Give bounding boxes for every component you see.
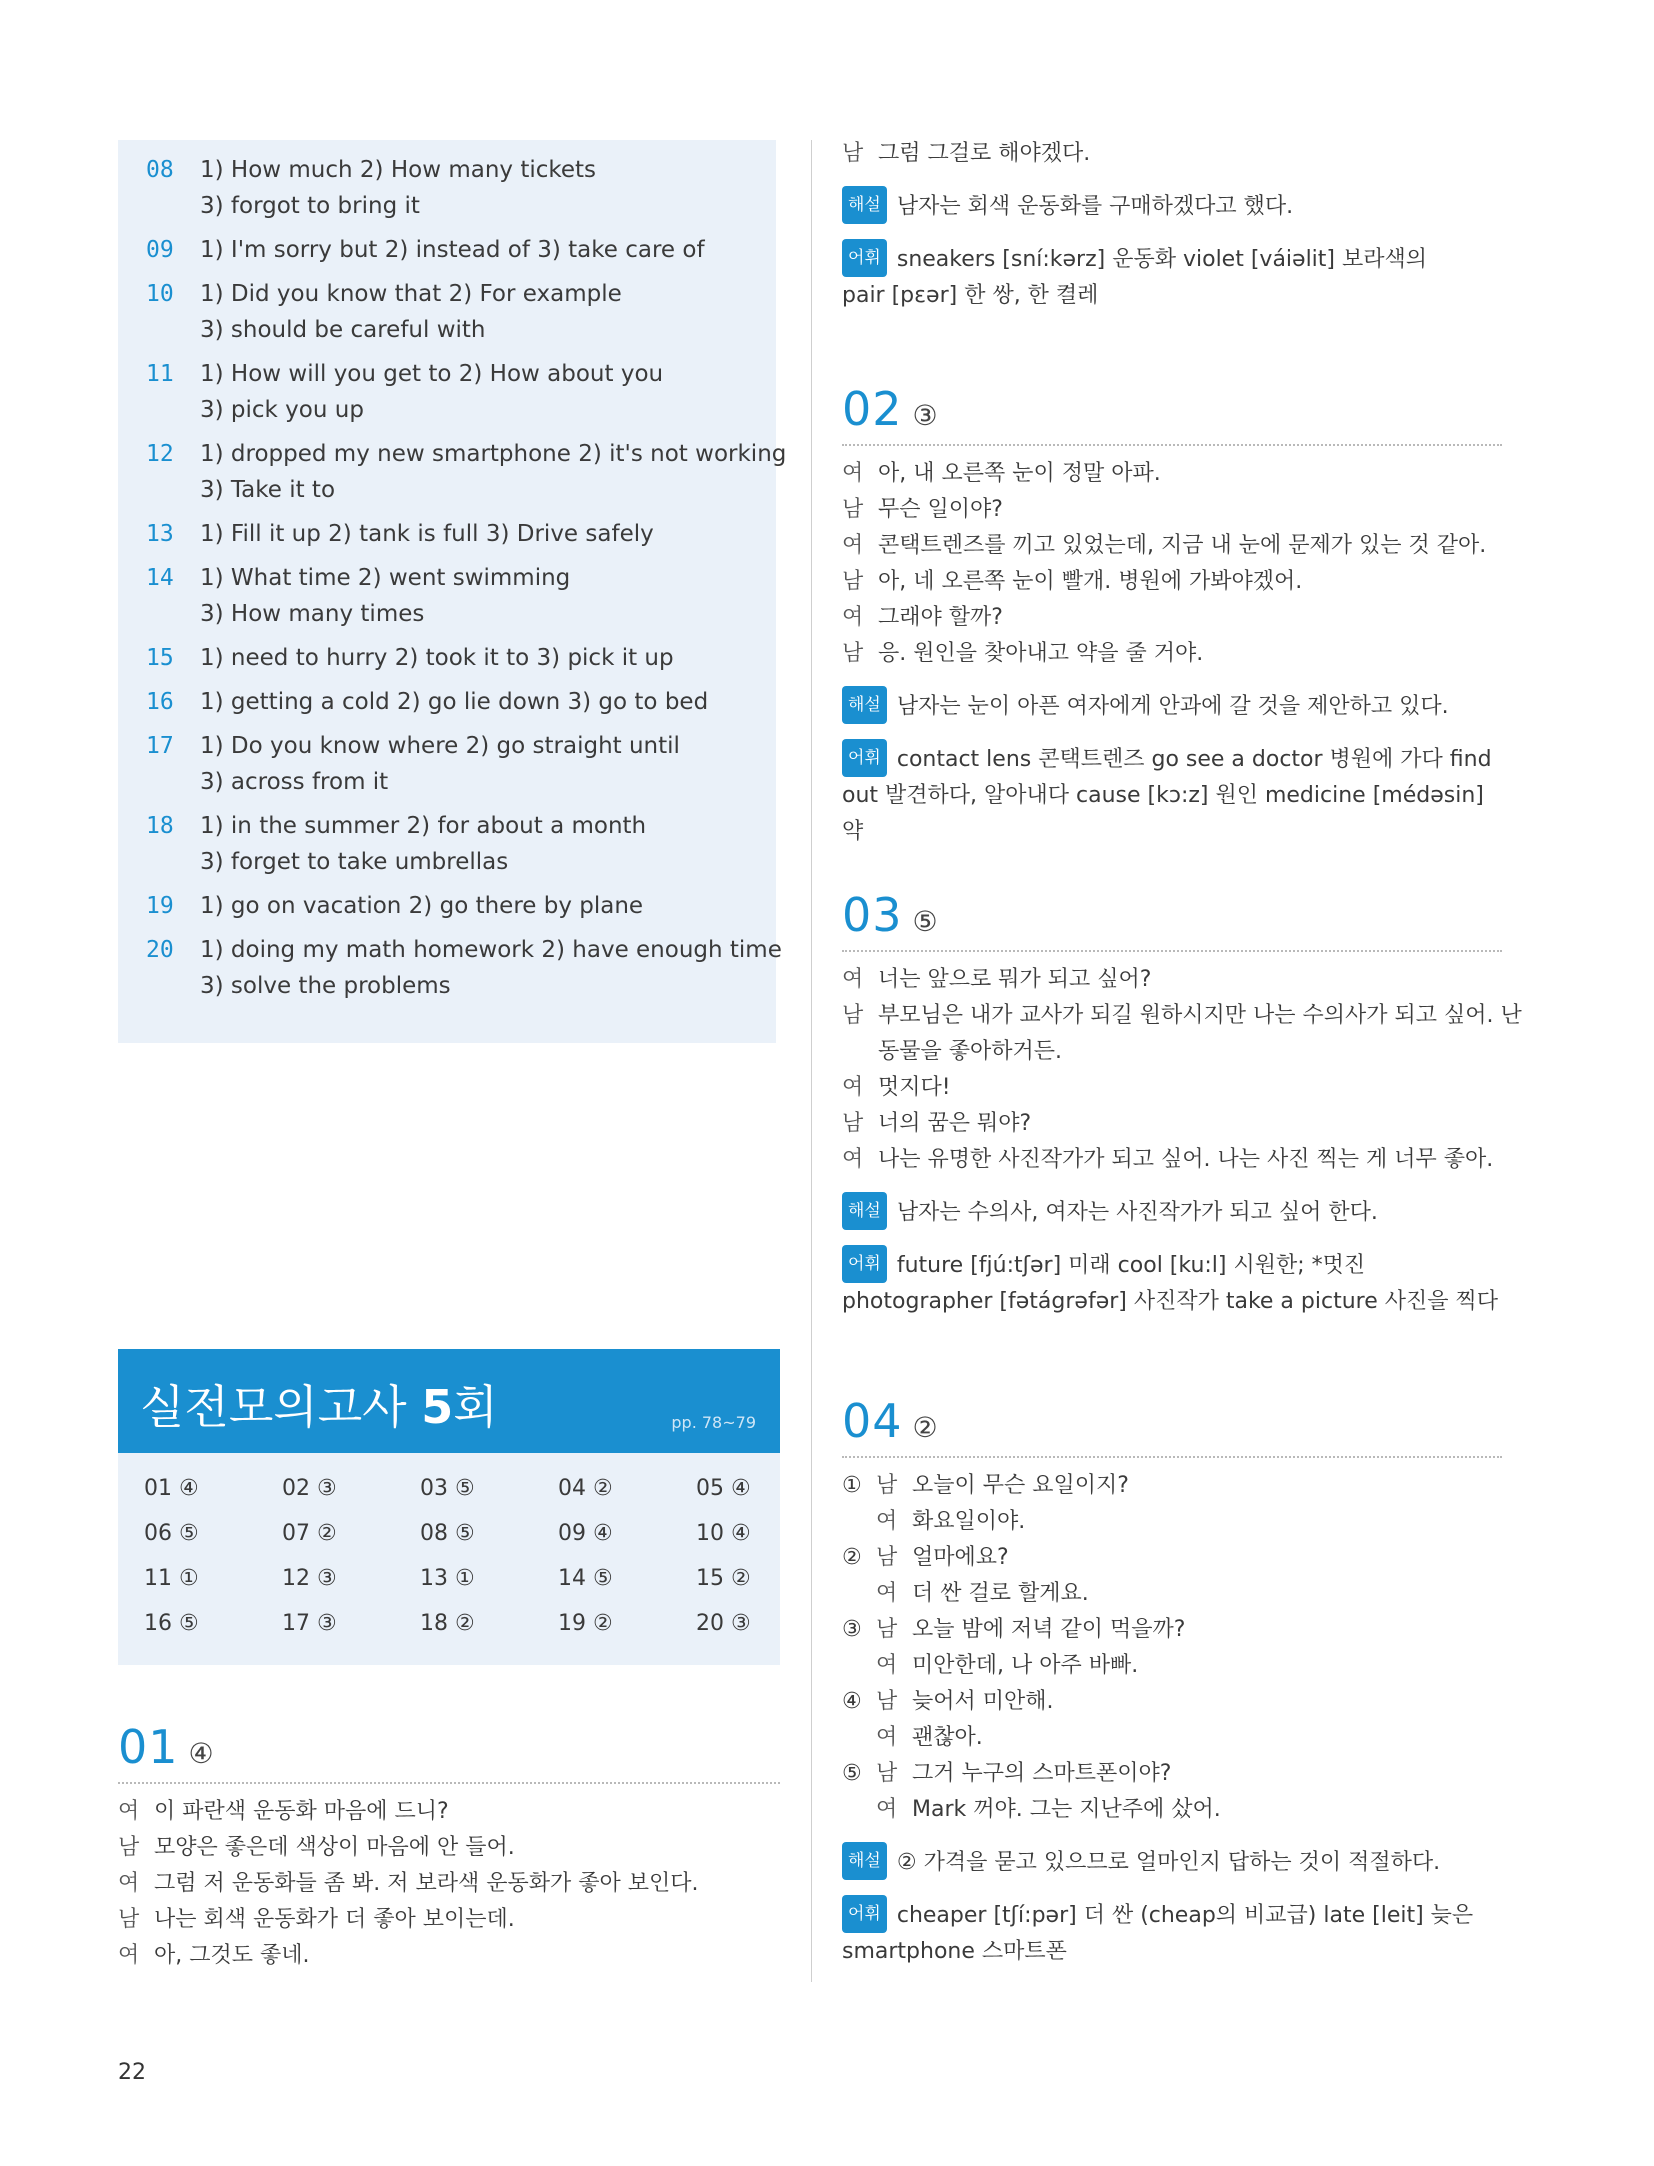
vocabulary: 어휘 cheaper [tʃí:pər] 더 싼 (cheap의 비교급) late [leit] 늦은 smartphone 스마트폰 — [842, 1895, 1502, 1970]
option-line — [842, 1576, 1502, 1612]
answer-line: 3) should be careful with — [200, 317, 486, 343]
dialogue-line — [118, 1902, 780, 1938]
speaker-label: 여 — [118, 1871, 140, 1896]
grid-answer: 14 ⑤ — [558, 1566, 613, 1591]
question-header — [842, 382, 1502, 436]
dialogue-text: 동물을 좋아하거든. — [878, 1039, 1063, 1064]
answer-number: 20 — [146, 937, 174, 963]
answer-line: 1) Do you know where 2) go straight until — [200, 733, 680, 759]
dialogue-text: Mark 꺼야. 그는 지난주에 샀어. — [912, 1797, 1221, 1822]
answer-item — [146, 888, 776, 924]
question-01 — [118, 1720, 780, 1974]
answer-item — [146, 436, 787, 508]
answer-line: 3) pick you up — [200, 397, 364, 423]
explain-badge: 해설 — [842, 1192, 887, 1230]
answer-number: 09 — [146, 237, 174, 263]
answer-number: 12 — [146, 441, 174, 467]
dialogue-text: 늦어서 미안해. — [912, 1689, 1054, 1714]
grid-answer: 07 ② — [282, 1521, 337, 1546]
answer-item — [146, 356, 776, 428]
answer-item — [146, 152, 776, 224]
answer-line: 3) How many times — [200, 601, 425, 627]
question-header — [842, 1394, 1502, 1448]
dialogue-text: 그럼 그걸로 해야겠다. — [878, 141, 1091, 166]
speaker-label: 남 — [842, 641, 864, 666]
question-number: 04 — [842, 1394, 903, 1448]
speaker-label: 여 — [842, 1147, 864, 1172]
speaker-label: 여 — [842, 605, 864, 630]
option-line — [842, 1468, 1502, 1504]
dialogue-text: 아, 내 오른쪽 눈이 정말 아파. — [878, 461, 1161, 486]
answer-line: 3) Take it to — [200, 477, 336, 503]
option-line — [842, 1540, 1502, 1576]
speaker-label: 남 — [842, 1003, 864, 1028]
option-line — [842, 1612, 1502, 1648]
grid-answer: 03 ⑤ — [420, 1476, 475, 1501]
dialogue-line — [842, 636, 1502, 672]
answer-grid-box — [118, 1453, 780, 1665]
speaker-label: 남 — [876, 1761, 898, 1786]
answer-lines — [200, 436, 786, 508]
test-pages: pp. 78~79 — [671, 1413, 756, 1432]
dialogue-line — [842, 564, 1502, 600]
speaker-label: 여 — [118, 1943, 140, 1968]
answer-number: 15 — [146, 645, 174, 671]
dialogue-text: 부모님은 내가 교사가 되길 원하시지만 나는 수의사가 되고 싶어. 난 — [878, 1003, 1522, 1028]
answer-item — [146, 516, 776, 552]
grid-answer: 17 ③ — [282, 1611, 337, 1636]
answer-line: 1) Fill it up 2) tank is full 3) Drive safely — [200, 521, 654, 547]
answer-line: 3) forgot to bring it — [200, 193, 420, 219]
explanation: 해설 남자는 회색 운동화를 구매하겠다고 했다. — [842, 186, 1502, 225]
question-number: 03 — [842, 888, 903, 942]
speaker-label: 여 — [876, 1581, 898, 1606]
explain-badge: 해설 — [842, 186, 887, 224]
option-line — [842, 1504, 1502, 1540]
question-04 — [842, 1394, 1502, 1970]
dialogue-line — [842, 456, 1502, 492]
dialogue-text: 나는 회색 운동화가 더 좋아 보이는데. — [154, 1907, 515, 1932]
answer-lines — [200, 808, 776, 880]
dialogue-text: 그거 누구의 스마트폰이야? — [912, 1761, 1172, 1786]
dialogue-line — [118, 1794, 780, 1830]
dialogue-line — [118, 1866, 780, 1902]
dialogue-text: 그럼 저 운동화들 좀 봐. 저 보라색 운동화가 좋아 보인다. — [154, 1871, 699, 1896]
answer-item — [146, 276, 776, 348]
speaker-label: 남 — [876, 1473, 898, 1498]
answer-line: 3) across from it — [200, 769, 389, 795]
option-list — [842, 1468, 1502, 1828]
answer-line: 1) in the summer 2) for about a month — [200, 813, 647, 839]
column-divider — [811, 140, 812, 1982]
dialogue-text: 너의 꿈은 뭐야? — [878, 1111, 1032, 1136]
dialogue-text: 모양은 좋은데 색상이 마음에 안 들어. — [154, 1835, 515, 1860]
answer-line: 3) solve the problems — [200, 973, 451, 999]
vocabulary: 어휘 future [fjú:tʃər] 미래 cool [ku:l] 시원한; *멋진 photographer [fətágrəfər] 사진작가 take a picture 사진을 찍다 — [842, 1245, 1502, 1320]
grid-answer: 08 ⑤ — [420, 1521, 475, 1546]
vocab-badge: 어휘 — [842, 239, 887, 277]
speaker-label: 여 — [842, 461, 864, 486]
dialogue-line — [842, 998, 1522, 1034]
grid-answer: 16 ⑤ — [144, 1611, 199, 1636]
answer-item — [146, 808, 776, 880]
answer-item — [146, 640, 776, 676]
dialogue-text: 오늘 밤에 저녁 같이 먹을까? — [912, 1617, 1186, 1642]
speaker-label: 여 — [118, 1799, 140, 1824]
dialogue-text: 얼마에요? — [912, 1545, 1009, 1570]
explanation: 해설 남자는 수의사, 여자는 사진작가가 되고 싶어 한다. — [842, 1192, 1502, 1231]
explain-badge: 해설 — [842, 686, 887, 724]
speaker-label: 남 — [842, 141, 864, 166]
dialogue-line — [842, 1070, 1502, 1106]
vocabulary: 어휘 sneakers [sní:kərz] 운동화 violet [váiəlit] 보라색의 pair [pεər] 한 쌍, 한 켤레 — [842, 239, 1502, 314]
answer-line: 3) forget to take umbrellas — [200, 849, 509, 875]
option-mark: ⑤ — [842, 1761, 862, 1786]
answer-lines — [200, 932, 782, 1004]
grid-answer: 06 ⑤ — [144, 1521, 199, 1546]
speaker-label: 남 — [876, 1617, 898, 1642]
grid-answer: 11 ① — [144, 1566, 199, 1591]
speaker-label: 남 — [842, 1111, 864, 1136]
dialogue-text: 응. 원인을 찾아내고 약을 줄 거야. — [878, 641, 1204, 666]
question-answer: ⑤ — [912, 905, 938, 938]
dialogue-text: 무슨 일이야? — [878, 497, 1003, 522]
option-mark — [842, 1792, 876, 1828]
answer-lines — [200, 152, 776, 224]
answer-number: 08 — [146, 157, 174, 183]
dialogue-text: 오늘이 무슨 요일이지? — [912, 1473, 1129, 1498]
speaker-label: 남 — [118, 1835, 140, 1860]
explanation: 해설 ② 가격을 묻고 있으므로 얼마인지 답하는 것이 적절하다. — [842, 1842, 1502, 1881]
option-mark — [842, 1648, 876, 1684]
grid-answer: 09 ④ — [558, 1521, 613, 1546]
speaker-label — [842, 1034, 878, 1070]
dotted-divider — [118, 1782, 780, 1784]
grid-answer: 01 ④ — [144, 1476, 199, 1501]
answer-line: 1) How will you get to 2) How about you — [200, 361, 664, 387]
grid-answer: 10 ④ — [696, 1521, 751, 1546]
question-header — [118, 1720, 780, 1774]
option-line — [842, 1720, 1502, 1756]
grid-answer: 19 ② — [558, 1611, 613, 1636]
answer-number: 19 — [146, 893, 174, 919]
option-mark: ④ — [842, 1689, 862, 1714]
speaker-label: 여 — [842, 533, 864, 558]
explain-badge: 해설 — [842, 1842, 887, 1880]
grid-answer: 12 ③ — [282, 1566, 337, 1591]
grid-answer: 02 ③ — [282, 1476, 337, 1501]
test-title: 실전모의고사 5회 — [140, 1380, 498, 1434]
question-header — [842, 888, 1502, 942]
answer-lines — [200, 640, 776, 676]
dialogue-line — [842, 1034, 1502, 1070]
answer-item — [146, 684, 776, 720]
grid-answer: 18 ② — [420, 1611, 475, 1636]
grid-answer: 04 ② — [558, 1476, 613, 1501]
answer-lines — [200, 684, 776, 720]
speaker-label: 여 — [876, 1509, 898, 1534]
dialogue-text: 아, 그것도 좋네. — [154, 1943, 310, 1968]
option-mark — [842, 1504, 876, 1540]
grid-answer: 20 ③ — [696, 1611, 751, 1636]
dialogue — [842, 136, 1502, 172]
answer-lines — [200, 516, 776, 552]
speaker-label: 여 — [842, 1075, 864, 1100]
dialogue-line — [842, 528, 1502, 564]
grid-answer: 15 ② — [696, 1566, 751, 1591]
answer-number: 18 — [146, 813, 174, 839]
answer-line: 1) go on vacation 2) go there by plane — [200, 893, 644, 919]
question-answer: ② — [912, 1411, 938, 1444]
vocab-badge: 어휘 — [842, 739, 887, 777]
speaker-label: 남 — [118, 1907, 140, 1932]
question-03 — [842, 888, 1522, 1320]
answer-number: 11 — [146, 361, 174, 387]
answer-lines — [200, 728, 776, 800]
answer-number: 10 — [146, 281, 174, 307]
dialogue-text: 미안한데, 나 아주 바빠. — [912, 1653, 1139, 1678]
dialogue-line — [842, 600, 1502, 636]
grid-answer: 13 ① — [420, 1566, 475, 1591]
answer-number: 17 — [146, 733, 174, 759]
dialogue-text: 이 파란색 운동화 마음에 드니? — [154, 1799, 449, 1824]
option-line — [842, 1684, 1502, 1720]
option-mark: ① — [842, 1473, 862, 1498]
answer-line: 1) Did you know that 2) For example — [200, 281, 622, 307]
answer-line: 1) doing my math homework 2) have enough time — [200, 937, 782, 963]
option-mark — [842, 1576, 876, 1612]
option-mark: ③ — [842, 1617, 862, 1642]
dotted-divider — [842, 1456, 1502, 1458]
answer-item — [146, 232, 776, 268]
speaker-label: 여 — [842, 967, 864, 992]
dialogue-text: 너는 앞으로 뭐가 되고 싶어? — [878, 967, 1152, 992]
option-line — [842, 1792, 1502, 1828]
answer-lines — [200, 888, 776, 924]
dialogue-line — [842, 1142, 1502, 1178]
speaker-label: 남 — [842, 497, 864, 522]
page-number: 22 — [118, 2060, 146, 2085]
dialogue-text: 더 싼 걸로 할게요. — [912, 1581, 1089, 1606]
dialogue — [842, 962, 1522, 1178]
option-line — [842, 1648, 1502, 1684]
answer-item — [146, 560, 776, 632]
answer-line: 1) What time 2) went swimming — [200, 565, 571, 591]
dialogue-text: 멋지다! — [878, 1075, 951, 1100]
answer-lines — [200, 232, 776, 268]
question-02 — [842, 382, 1502, 850]
dialogue-line — [118, 1830, 780, 1866]
question-answer: ④ — [188, 1737, 214, 1770]
dialogue-text: 그래야 할까? — [878, 605, 1003, 630]
dialogue — [842, 456, 1502, 672]
test-header — [118, 1349, 780, 1453]
question-01-continued — [842, 136, 1502, 314]
answer-grid — [144, 1471, 780, 1641]
grid-answer: 05 ④ — [696, 1476, 751, 1501]
dialogue-text: 아, 네 오른쪽 눈이 빨개. 병원에 가봐야겠어. — [878, 569, 1303, 594]
answer-item — [146, 932, 782, 1004]
question-answer: ③ — [912, 399, 938, 432]
answer-list-box — [118, 140, 787, 1043]
answer-number: 13 — [146, 521, 174, 547]
speaker-label: 남 — [876, 1545, 898, 1570]
answer-line: 1) I'm sorry but 2) instead of 3) take care of — [200, 237, 705, 263]
option-line — [842, 1756, 1502, 1792]
speaker-label: 남 — [876, 1689, 898, 1714]
option-mark — [842, 1720, 876, 1756]
vocab-badge: 어휘 — [842, 1895, 887, 1933]
answer-line: 1) need to hurry 2) took it to 3) pick it up — [200, 645, 674, 671]
speaker-label: 여 — [876, 1725, 898, 1750]
dialogue-line — [842, 1106, 1502, 1142]
dialogue-line — [842, 136, 1502, 172]
dialogue-line — [118, 1938, 780, 1974]
option-mark: ② — [842, 1545, 862, 1570]
dotted-divider — [842, 444, 1502, 446]
answer-number: 14 — [146, 565, 174, 591]
question-number: 02 — [842, 382, 903, 436]
answer-item — [146, 728, 776, 800]
dialogue-text: 화요일이야. — [912, 1509, 1026, 1534]
dotted-divider — [842, 950, 1502, 952]
explanation: 해설 남자는 눈이 아픈 여자에게 안과에 갈 것을 제안하고 있다. — [842, 686, 1502, 725]
dialogue-text: 나는 유명한 사진작가가 되고 싶어. 나는 사진 찍는 게 너무 좋아. — [878, 1147, 1494, 1172]
vocab-badge: 어휘 — [842, 1245, 887, 1283]
answer-line: 1) dropped my new smartphone 2) it's not working — [200, 441, 787, 467]
question-number: 01 — [118, 1720, 179, 1774]
answer-lines — [200, 560, 776, 632]
dialogue-line — [842, 492, 1502, 528]
dialogue-text: 괜찮아. — [912, 1725, 983, 1750]
dialogue — [118, 1794, 780, 1974]
answer-line: 1) getting a cold 2) go lie down 3) go to bed — [200, 689, 709, 715]
vocabulary: 어휘 contact lens 콘택트렌즈 go see a doctor 병원에 가다 find out 발견하다, 알아내다 cause [kɔ:z] 원인 medicine [médəsin] 약 — [842, 739, 1502, 850]
dialogue-line — [842, 962, 1502, 998]
answer-number: 16 — [146, 689, 174, 715]
speaker-label: 여 — [876, 1653, 898, 1678]
answer-lines — [200, 276, 776, 348]
answer-line: 1) How much 2) How many tickets — [200, 157, 597, 183]
answer-lines — [200, 356, 776, 428]
speaker-label: 여 — [876, 1797, 898, 1822]
speaker-label: 남 — [842, 569, 864, 594]
dialogue-text: 콘택트렌즈를 끼고 있었는데, 지금 내 눈에 문제가 있는 것 같아. — [878, 533, 1487, 558]
